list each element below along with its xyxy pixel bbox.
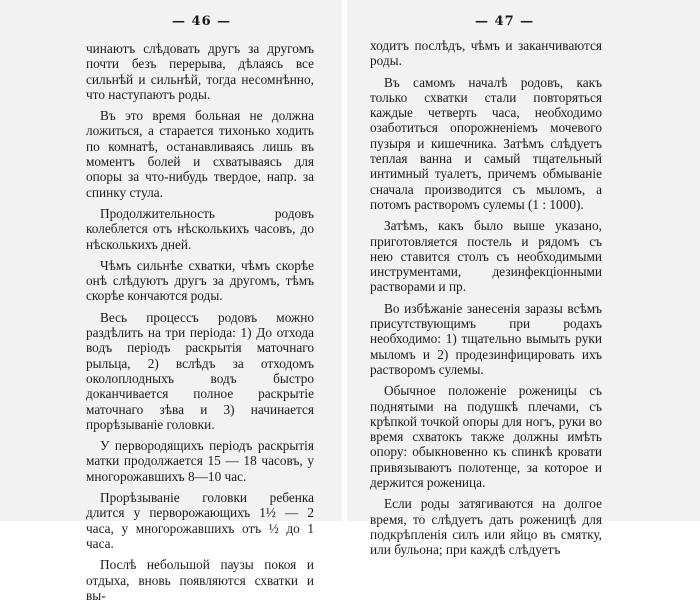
paragraph: Въ самомъ началѣ родовъ, какъ только схватки стали повторяться каждые четверть часа, необходимо озаботиться опорожненіемъ мочевого пузыря и кишечника. Затѣмъ слѣдуетъ теплая ванна и самый тщательный интимный туалетъ, причемъ обмываніе сначала производится съ мыломъ, а потомъ растворомъ сулемы (1 : 1000). xyxy=(370,74,602,212)
paragraph: чинаютъ слѣдовать другъ за другомъ почти безъ перерыва, дѣлаясь все сильнѣй и сильнѣй, тогда несомнѣнно, что наступаютъ роды. xyxy=(86,41,314,102)
paragraph: Весь процессъ родовъ можно раздѣлить на три періода: 1) До отхода водъ періодъ раскрытія маточнаго рыльца, 2) вслѣдъ за отходомъ околоплодныхъ водъ быстро доканчивается полное раскрытіе маточнаго зѣва и 3) начинается прорѣзываніе головки. xyxy=(86,309,314,432)
paragraph: У первородящихъ періодъ раскрытія матки продолжается 15 — 18 часовъ, у многорожавшихъ 8—10 час. xyxy=(86,438,314,484)
paragraph: Продолжительность родовъ колеблется отъ нѣсколькихъ часовъ, до нѣсколькихъ дней. xyxy=(86,205,314,252)
paragraph: Обычное положеніе роженицы съ поднятыми на подушкѣ плечами, съ крѣпкой точкой опоры для ногъ, руки во время схватокъ также должны имѣть опору: обыкновенно къ спинкѣ кровати привязываютъ полотенце, за которое и держится роженица. xyxy=(370,383,602,491)
paragraph: Прорѣзываніе головки ребенка длится у перворожающихъ 1½ — 2 часа, у многорожавшихъ отъ ½ до 1 часа. xyxy=(86,490,314,551)
paragraph: Во избѣжаніе занесенія заразы всѣмъ присутствующимъ при родахъ необходимо: 1) тщательно вымыть руки мыломъ и 2) продезинфицировать ихъ растворомъ сулемы. xyxy=(370,300,602,377)
paragraph: Если роды затягиваются на долгое время, то слѣдуетъ дать роженицѣ для подкрѣпленія силъ или яйцо въ смятку, или бульона; при каждѣ слѣдуетъ xyxy=(370,496,602,558)
text-column xyxy=(86,41,314,609)
left-page xyxy=(0,0,342,603)
text-column xyxy=(370,38,602,564)
paragraph: Въ это время больная не должна ложиться, а старается тихонько ходить по комнатѣ, останавливаясь лишь въ моментъ болей и схватываясь для опоры за что-нибудь твердое, напр. за спинку стула. xyxy=(86,108,314,200)
paragraph: Затѣмъ, какъ было выше указано, приготовляется постель и рядомъ съ нею ставится столъ съ необходимыми инструментами, дезинфекціонными растворами и пр. xyxy=(370,218,602,295)
paragraph: Послѣ небольшой паузы покоя и отдыха, вновь появляются схватки и вы- xyxy=(86,557,314,603)
paragraph: Чѣмъ сильнѣе схватки, чѣмъ скорѣе онѣ слѣдуютъ другъ за другомъ, тѣмъ скорѣе кончаются роды. xyxy=(86,257,314,304)
right-page xyxy=(347,0,700,558)
page-number: — 47 — xyxy=(475,14,535,29)
page-number: — 46 — xyxy=(172,14,232,29)
paragraph: ходитъ послѣдъ, чѣмъ и заканчиваются роды. xyxy=(370,38,602,69)
